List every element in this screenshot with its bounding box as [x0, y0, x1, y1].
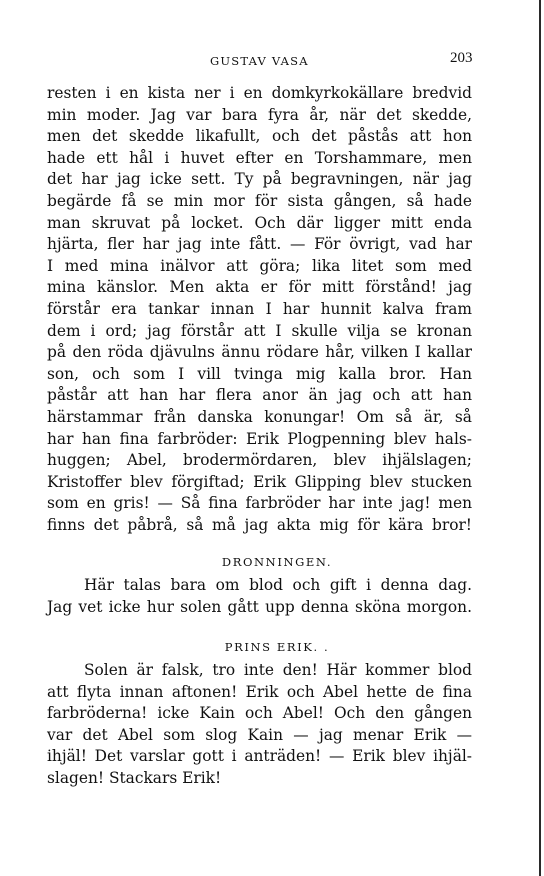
- text-line: hade ett hål i huvet efter en Torshammare, men: [47, 148, 472, 167]
- text-line: var det Abel som slog Kain — jag menar Erik —: [47, 725, 472, 744]
- speaker-name-prins-erik: PRINS ERIK. .: [224, 640, 330, 654]
- main-paragraph: [47, 83, 472, 536]
- text-line: som en gris! — Så fina farbröder har inte jag! men: [47, 494, 472, 513]
- running-title: GUSTAV VASA: [210, 54, 309, 68]
- text-line: det har jag icke sett. Ty på begravningen, när jag: [47, 170, 472, 189]
- text-line: mina känslor. Men akta er för mitt förstånd! jag: [47, 278, 472, 297]
- page-edge-shadow: [539, 0, 541, 876]
- running-head: [0, 50, 544, 70]
- text-line: att flyta innan aftonen! Erik och Abel hette de fina: [47, 682, 472, 701]
- text-line: på den röda djävulns ännu rödare hår, vilken I kallar: [47, 343, 472, 362]
- text-line: Kristoffer blev förgiftad; Erik Glipping blev stucken: [47, 472, 472, 491]
- text-line: man skruvat på locket. Och där ligger mitt enda: [47, 213, 472, 232]
- text-line: förstår era tankar innan I har hunnit kalva fram: [47, 299, 472, 318]
- text-line: påstår att han har flera anor än jag och att han: [47, 386, 472, 405]
- text-line: ihjäl! Det varslar gott i anträden! — Erik blev ihjäl-: [47, 747, 472, 766]
- text-line: I med mina inälvor att göra; lika litet som med: [47, 256, 472, 275]
- text-line: resten i en kista ner i en domkyrkokällare bredvid: [47, 84, 472, 102]
- text-line: min moder. Jag var bara fyra år, när det skedde,: [47, 105, 472, 124]
- text-line: har han fina farbröder: Erik Plogpenning blev hals-: [47, 429, 472, 448]
- text-line: farbröderna! icke Kain och Abel! Och den gången: [47, 704, 472, 723]
- text-line: Här talas bara om blod och gift i denna dag.: [84, 576, 472, 594]
- text-line: Jag vet icke hur solen gått upp denna sköna morgon.: [47, 597, 472, 616]
- text-line: slagen! Stackars Erik!: [47, 768, 222, 787]
- text-line: hjärta, fler har jag inte fått. — För övrigt, vad har: [47, 235, 472, 254]
- text-line: Solen är falsk, tro inte den! Här kommer blod: [84, 661, 472, 679]
- text-line: finns det påbrå, så må jag akta mig för kära bror!: [47, 515, 472, 534]
- text-line: huggen; Abel, brodermördaren, blev ihjälslagen;: [47, 451, 472, 470]
- speaker-name-dronningen: DRONNINGEN.: [221, 555, 333, 569]
- text-line: son, och som I vill tvinga mig kalla bror. Han: [47, 364, 472, 383]
- text-line: härstammar från danska konungar! Om så är, så: [47, 407, 472, 426]
- text-line: men det skedde likafullt, och det påstås att hon: [47, 127, 472, 146]
- dronningen-paragraph: [47, 575, 472, 618]
- text-line: begärde få se min mor för sista gången, så hade: [47, 191, 472, 210]
- page-number: 203: [450, 50, 473, 66]
- prins-erik-paragraph: [47, 660, 472, 790]
- text-line: dem i ord; jag förstår att I skulle vilja se kronan: [47, 321, 472, 340]
